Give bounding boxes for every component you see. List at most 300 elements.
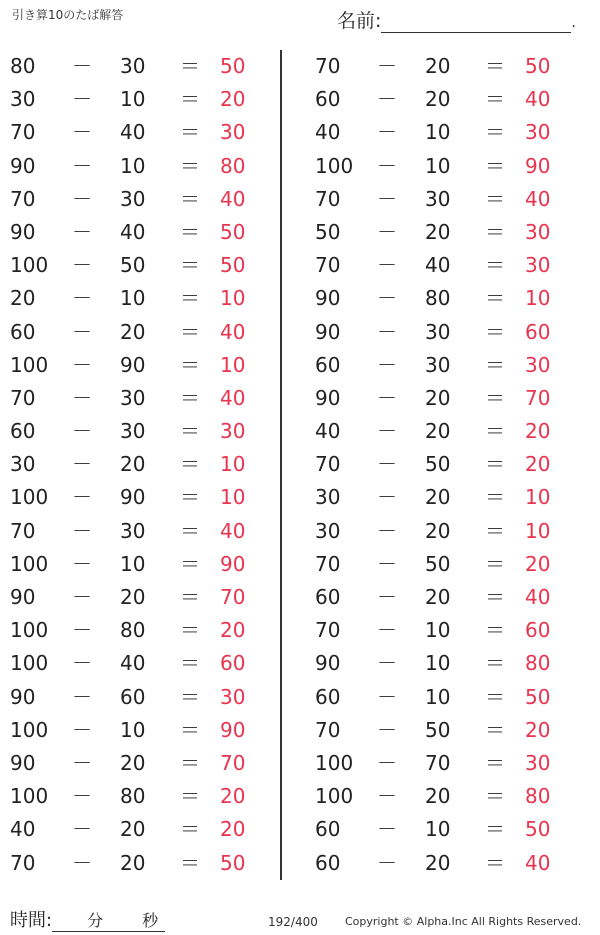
equals-sign: ＝ <box>485 385 505 410</box>
equals-sign: ＝ <box>485 618 505 643</box>
problem-row <box>0 747 280 780</box>
equals-sign: ＝ <box>485 87 505 112</box>
subtrahend: 90 <box>120 352 146 377</box>
subtrahend: 10 <box>425 684 451 709</box>
equals-sign: ＝ <box>485 419 505 444</box>
column-divider <box>280 50 282 880</box>
answer: 20 <box>220 87 246 112</box>
time-blank-line <box>52 911 165 932</box>
subtrahend: 20 <box>425 219 451 244</box>
equals-sign: ＝ <box>180 286 200 311</box>
equals-sign: ＝ <box>180 850 200 875</box>
minus-sign: － <box>72 120 92 145</box>
minus-sign: － <box>377 784 397 809</box>
problem-row <box>0 349 280 382</box>
minuend: 100 <box>315 153 354 178</box>
problem-row <box>305 481 585 514</box>
minuend: 60 <box>315 87 341 112</box>
answer: 40 <box>525 87 551 112</box>
problem-row <box>305 847 585 880</box>
minus-sign: － <box>72 618 92 643</box>
minus-sign: － <box>72 319 92 344</box>
problem-row <box>305 548 585 581</box>
minuend: 100 <box>10 717 49 742</box>
problem-row <box>0 249 280 282</box>
minus-sign: － <box>72 485 92 510</box>
equals-sign: ＝ <box>485 352 505 377</box>
subtrahend: 50 <box>425 452 451 477</box>
subtrahend: 10 <box>425 651 451 676</box>
problem-row <box>0 714 280 747</box>
subtrahend: 40 <box>120 651 146 676</box>
problem-row <box>0 847 280 880</box>
answer: 50 <box>525 684 551 709</box>
subtrahend: 10 <box>120 551 146 576</box>
name-blank-line <box>381 12 571 33</box>
subtrahend: 20 <box>425 87 451 112</box>
problem-row <box>0 481 280 514</box>
page-title: 引き算10のたば解答 <box>12 8 124 22</box>
minuend: 70 <box>10 120 36 145</box>
subtrahend: 20 <box>120 319 146 344</box>
equals-sign: ＝ <box>180 518 200 543</box>
minus-sign: － <box>72 817 92 842</box>
copyright-notice: Copyright © Alpha.Inc All Rights Reserved. <box>345 915 582 928</box>
equals-sign: ＝ <box>485 253 505 278</box>
minuend: 60 <box>315 684 341 709</box>
minuend: 70 <box>315 54 341 78</box>
equals-sign: ＝ <box>180 319 200 344</box>
problem-row <box>0 780 280 813</box>
equals-sign: ＝ <box>485 54 505 78</box>
equals-sign: ＝ <box>485 452 505 477</box>
equals-sign: ＝ <box>485 817 505 842</box>
subtrahend: 80 <box>120 784 146 809</box>
problem-row <box>305 813 585 846</box>
subtrahend: 20 <box>120 750 146 775</box>
minuend: 60 <box>315 850 341 875</box>
minus-sign: － <box>72 186 92 211</box>
name-label: 名前: <box>337 10 382 32</box>
equals-sign: ＝ <box>485 684 505 709</box>
problem-row <box>305 581 585 614</box>
equals-sign: ＝ <box>485 585 505 609</box>
answer: 40 <box>220 319 246 344</box>
minus-sign: － <box>72 352 92 377</box>
minuend: 90 <box>10 585 36 609</box>
answer: 10 <box>220 286 246 311</box>
minus-sign: － <box>377 286 397 311</box>
minus-sign: － <box>377 319 397 344</box>
equals-sign: ＝ <box>180 452 200 477</box>
minus-sign: － <box>377 651 397 676</box>
subtrahend: 30 <box>120 186 146 211</box>
problem-row <box>305 714 585 747</box>
problem-row <box>305 282 585 315</box>
subtrahend: 50 <box>425 717 451 742</box>
answer: 30 <box>525 253 551 278</box>
minuend: 100 <box>315 784 354 809</box>
answer: 30 <box>220 419 246 444</box>
answer: 10 <box>220 485 246 510</box>
minus-sign: － <box>72 253 92 278</box>
equals-sign: ＝ <box>485 219 505 244</box>
answer: 80 <box>525 784 551 809</box>
problem-row <box>0 83 280 116</box>
subtrahend: 30 <box>120 385 146 410</box>
problem-row <box>305 349 585 382</box>
problem-row <box>0 813 280 846</box>
answer: 30 <box>220 120 246 145</box>
answer: 10 <box>525 485 551 510</box>
equals-sign: ＝ <box>180 485 200 510</box>
problem-row <box>305 316 585 349</box>
answer: 50 <box>525 817 551 842</box>
answer: 60 <box>525 618 551 643</box>
problem-row <box>305 216 585 249</box>
equals-sign: ＝ <box>485 485 505 510</box>
answer: 90 <box>525 153 551 178</box>
equals-sign: ＝ <box>485 319 505 344</box>
equals-sign: ＝ <box>180 551 200 576</box>
subtrahend: 20 <box>425 54 451 78</box>
subtrahend: 60 <box>120 684 146 709</box>
minuend: 100 <box>10 651 49 676</box>
problem-row <box>305 50 585 83</box>
minus-sign: － <box>377 850 397 875</box>
equals-sign: ＝ <box>485 153 505 178</box>
equals-sign: ＝ <box>180 618 200 643</box>
answer: 20 <box>525 452 551 477</box>
subtrahend: 20 <box>425 784 451 809</box>
minus-sign: － <box>377 717 397 742</box>
minus-sign: － <box>377 219 397 244</box>
subtrahend: 20 <box>425 419 451 444</box>
equals-sign: ＝ <box>180 186 200 211</box>
minuend: 70 <box>315 618 341 643</box>
minuend: 60 <box>10 419 36 444</box>
equals-sign: ＝ <box>180 817 200 842</box>
equals-sign: ＝ <box>485 850 505 875</box>
answer: 20 <box>220 618 246 643</box>
answer: 90 <box>220 551 246 576</box>
subtrahend: 20 <box>425 585 451 609</box>
answer: 70 <box>220 585 246 609</box>
problem-row <box>0 515 280 548</box>
time-label: 時間: <box>10 910 53 931</box>
subtrahend: 90 <box>120 485 146 510</box>
problem-row <box>305 83 585 116</box>
minus-sign: － <box>377 419 397 444</box>
minuend: 50 <box>315 219 341 244</box>
problem-row <box>305 681 585 714</box>
problem-row <box>0 614 280 647</box>
answer: 50 <box>220 850 246 875</box>
problem-row <box>305 249 585 282</box>
subtrahend: 40 <box>425 253 451 278</box>
minus-sign: － <box>377 54 397 78</box>
subtrahend: 30 <box>425 319 451 344</box>
problem-row <box>305 415 585 448</box>
equals-sign: ＝ <box>180 419 200 444</box>
minuend: 60 <box>315 585 341 609</box>
answer: 30 <box>525 750 551 775</box>
answer: 80 <box>525 651 551 676</box>
minuend: 70 <box>315 452 341 477</box>
minus-sign: － <box>377 618 397 643</box>
problem-row <box>305 647 585 680</box>
equals-sign: ＝ <box>485 286 505 311</box>
subtrahend: 40 <box>120 219 146 244</box>
minus-sign: － <box>72 585 92 609</box>
minus-sign: － <box>72 750 92 775</box>
minus-sign: － <box>72 452 92 477</box>
minuend: 80 <box>10 54 36 78</box>
minus-sign: － <box>377 120 397 145</box>
equals-sign: ＝ <box>485 784 505 809</box>
minus-sign: － <box>377 452 397 477</box>
subtrahend: 10 <box>425 120 451 145</box>
answer: 60 <box>220 651 246 676</box>
problem-row <box>305 747 585 780</box>
problem-row <box>305 515 585 548</box>
minuend: 40 <box>10 817 36 842</box>
problem-row <box>0 316 280 349</box>
equals-sign: ＝ <box>485 518 505 543</box>
minus-sign: － <box>72 219 92 244</box>
subtrahend: 20 <box>425 518 451 543</box>
answer: 20 <box>525 717 551 742</box>
minus-sign: － <box>377 87 397 112</box>
minuend: 100 <box>10 485 49 510</box>
name-end-dot: . <box>571 15 576 31</box>
problem-row <box>305 116 585 149</box>
minuend: 60 <box>10 319 36 344</box>
minuend: 90 <box>10 219 36 244</box>
answer: 20 <box>525 551 551 576</box>
minuend: 60 <box>315 352 341 377</box>
equals-sign: ＝ <box>485 750 505 775</box>
minuend: 30 <box>315 485 341 510</box>
subtrahend: 20 <box>120 850 146 875</box>
minuend: 40 <box>315 120 341 145</box>
problem-row <box>0 415 280 448</box>
answer: 40 <box>525 186 551 211</box>
minus-sign: － <box>72 419 92 444</box>
minus-sign: － <box>72 518 92 543</box>
minuend: 30 <box>10 452 36 477</box>
answer: 10 <box>525 286 551 311</box>
equals-sign: ＝ <box>180 750 200 775</box>
equals-sign: ＝ <box>180 253 200 278</box>
problem-row <box>0 548 280 581</box>
minus-sign: － <box>72 850 92 875</box>
minus-sign: － <box>72 54 92 78</box>
minus-sign: － <box>377 352 397 377</box>
subtrahend: 10 <box>425 817 451 842</box>
problem-row <box>0 282 280 315</box>
minuend: 100 <box>10 618 49 643</box>
equals-sign: ＝ <box>180 352 200 377</box>
minus-sign: － <box>377 817 397 842</box>
problem-row <box>305 183 585 216</box>
minutes-label: 分 <box>87 911 104 930</box>
minuend: 60 <box>315 817 341 842</box>
answer: 60 <box>525 319 551 344</box>
minuend: 90 <box>315 319 341 344</box>
subtrahend: 10 <box>120 286 146 311</box>
minus-sign: － <box>377 551 397 576</box>
problem-row <box>0 183 280 216</box>
problem-row <box>0 647 280 680</box>
subtrahend: 20 <box>120 585 146 609</box>
minus-sign: － <box>377 153 397 178</box>
equals-sign: ＝ <box>180 120 200 145</box>
minuend: 90 <box>10 684 36 709</box>
answer: 30 <box>525 352 551 377</box>
subtrahend: 30 <box>425 352 451 377</box>
minuend: 90 <box>10 153 36 178</box>
minus-sign: － <box>377 518 397 543</box>
answer: 70 <box>220 750 246 775</box>
subtrahend: 30 <box>120 419 146 444</box>
minus-sign: － <box>72 651 92 676</box>
minuend: 100 <box>10 253 49 278</box>
subtrahend: 50 <box>120 253 146 278</box>
minuend: 70 <box>315 186 341 211</box>
minus-sign: － <box>377 485 397 510</box>
problem-row <box>305 780 585 813</box>
answer: 40 <box>220 518 246 543</box>
answer: 10 <box>220 452 246 477</box>
equals-sign: ＝ <box>180 717 200 742</box>
subtrahend: 20 <box>120 452 146 477</box>
answer: 50 <box>220 219 246 244</box>
equals-sign: ＝ <box>180 219 200 244</box>
subtrahend: 70 <box>425 750 451 775</box>
subtrahend: 80 <box>120 618 146 643</box>
problem-row <box>305 614 585 647</box>
problem-row <box>0 681 280 714</box>
subtrahend: 20 <box>425 485 451 510</box>
subtrahend: 20 <box>425 385 451 410</box>
equals-sign: ＝ <box>485 120 505 145</box>
answer: 30 <box>525 120 551 145</box>
subtrahend: 40 <box>120 120 146 145</box>
minuend: 70 <box>10 385 36 410</box>
minuend: 100 <box>315 750 354 775</box>
problem-row <box>0 150 280 183</box>
minus-sign: － <box>72 385 92 410</box>
left-problem-column <box>0 50 280 880</box>
minuend: 70 <box>315 717 341 742</box>
minuend: 90 <box>315 651 341 676</box>
equals-sign: ＝ <box>180 153 200 178</box>
minuend: 40 <box>315 419 341 444</box>
minus-sign: － <box>377 253 397 278</box>
seconds-label: 秒 <box>142 911 159 930</box>
minuend: 90 <box>315 385 341 410</box>
equals-sign: ＝ <box>180 684 200 709</box>
subtrahend: 30 <box>425 186 451 211</box>
problem-row <box>0 382 280 415</box>
minus-sign: － <box>72 551 92 576</box>
subtrahend: 30 <box>120 518 146 543</box>
time-field <box>10 906 165 932</box>
subtrahend: 10 <box>120 87 146 112</box>
answer: 80 <box>220 153 246 178</box>
subtrahend: 30 <box>120 54 146 78</box>
minus-sign: － <box>72 153 92 178</box>
right-problem-column <box>305 50 585 880</box>
minuend: 100 <box>10 551 49 576</box>
answer: 90 <box>220 717 246 742</box>
minus-sign: － <box>72 286 92 311</box>
minuend: 100 <box>10 784 49 809</box>
problem-row <box>305 150 585 183</box>
answer: 50 <box>525 54 551 78</box>
equals-sign: ＝ <box>485 651 505 676</box>
subtrahend: 10 <box>425 153 451 178</box>
answer: 20 <box>220 817 246 842</box>
equals-sign: ＝ <box>180 651 200 676</box>
minuend: 30 <box>315 518 341 543</box>
answer: 50 <box>220 253 246 278</box>
equals-sign: ＝ <box>485 186 505 211</box>
problem-row <box>0 50 280 83</box>
minus-sign: － <box>72 784 92 809</box>
answer: 20 <box>220 784 246 809</box>
answer: 30 <box>525 219 551 244</box>
subtrahend: 10 <box>425 618 451 643</box>
minuend: 70 <box>315 253 341 278</box>
answer: 40 <box>220 385 246 410</box>
subtrahend: 10 <box>120 153 146 178</box>
equals-sign: ＝ <box>180 54 200 78</box>
minuend: 70 <box>10 186 36 211</box>
minus-sign: － <box>72 87 92 112</box>
equals-sign: ＝ <box>485 717 505 742</box>
answer: 10 <box>525 518 551 543</box>
subtrahend: 80 <box>425 286 451 311</box>
minus-sign: － <box>377 186 397 211</box>
problem-row <box>0 216 280 249</box>
minus-sign: － <box>377 684 397 709</box>
minus-sign: － <box>377 750 397 775</box>
equals-sign: ＝ <box>180 87 200 112</box>
equals-sign: ＝ <box>180 585 200 609</box>
page-number: 192/400 <box>268 915 318 929</box>
answer: 30 <box>220 684 246 709</box>
answer: 40 <box>220 186 246 211</box>
problem-row <box>0 116 280 149</box>
minuend: 70 <box>10 518 36 543</box>
answer: 70 <box>525 385 551 410</box>
subtrahend: 20 <box>425 850 451 875</box>
problem-row <box>305 448 585 481</box>
equals-sign: ＝ <box>180 385 200 410</box>
minuend: 90 <box>315 286 341 311</box>
subtrahend: 10 <box>120 717 146 742</box>
problem-row <box>305 382 585 415</box>
answer: 40 <box>525 585 551 609</box>
minus-sign: － <box>377 585 397 609</box>
answer: 40 <box>525 850 551 875</box>
minuend: 70 <box>10 850 36 875</box>
minus-sign: － <box>72 717 92 742</box>
minuend: 70 <box>315 551 341 576</box>
minuend: 100 <box>10 352 49 377</box>
